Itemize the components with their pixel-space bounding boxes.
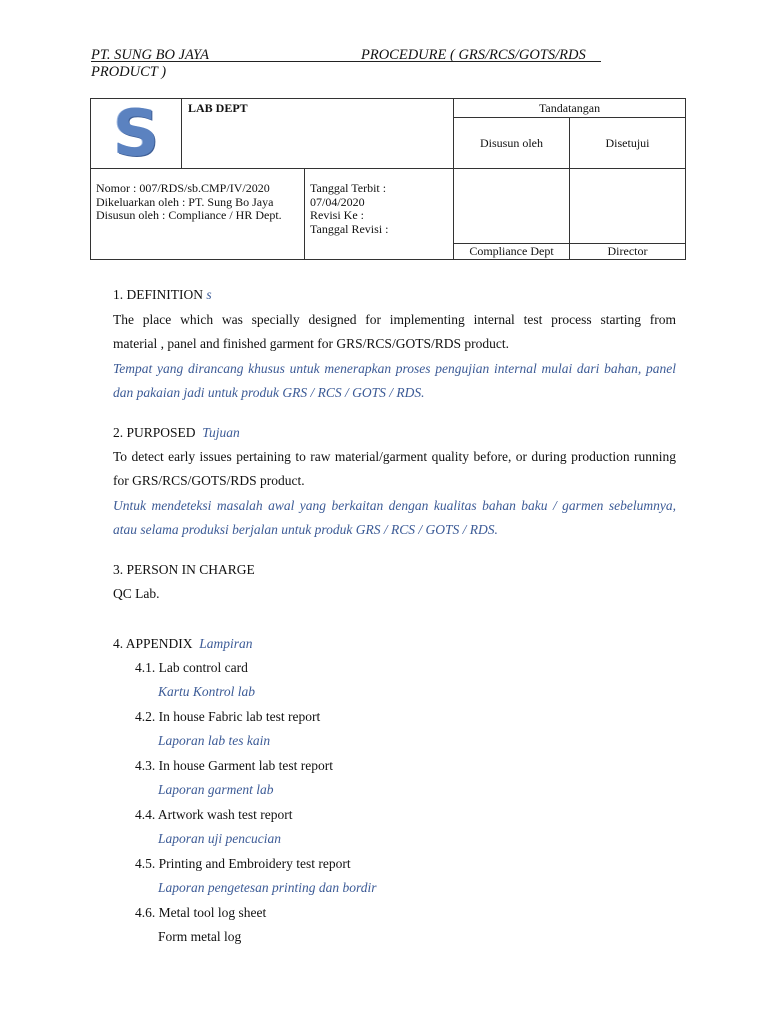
company-logo-icon: S: [112, 96, 160, 171]
appendix-item-label: 4.1. Lab control card: [135, 660, 248, 675]
procedure-title: PROCEDURE ( GRS/RCS/GOTS/RDS: [361, 47, 586, 63]
signature-title: Tandatangan: [454, 99, 686, 118]
purpose-text-line-1: To detect early issues pertaining to raw material/garment quality before, or during production running: [113, 449, 676, 464]
document-info-cell: [91, 169, 305, 260]
issued-by: Dikeluarkan oleh : PT. Sung Bo Jaya: [96, 194, 274, 209]
issue-date-value: 07/04/2020: [310, 194, 365, 209]
approved-by-label: Disetujui: [570, 118, 686, 169]
appendix-item-translation: Laporan lab tes kain: [158, 733, 271, 748]
issue-date-label: Tanggal Terbit :: [310, 181, 387, 195]
appendix-item-translation: Laporan garment lab: [158, 782, 274, 797]
prepared-signature-box: [454, 169, 570, 244]
document-dates-cell: [305, 169, 454, 260]
approved-by-role: Director: [570, 244, 686, 260]
revision-number: Revisi Ke :: [310, 208, 364, 222]
approved-signature-box: [570, 169, 686, 244]
definition-text-line-1: The place which was specially designed for implementing internal test process starting from: [113, 312, 676, 327]
definition-translation-line-1: Tempat yang dirancang khusus untuk menerapkan proses pengujian internal mulai dari bahan, panel: [113, 361, 676, 376]
department-name: LAB DEPT: [182, 99, 454, 169]
section-purpose-heading: 2. PURPOSED Tujuan: [113, 425, 240, 440]
appendix-item-translation: Form metal log: [158, 929, 242, 944]
section-definition-heading: 1. DEFINITION s: [113, 287, 212, 302]
purpose-translation-line-1: Untuk mendeteksi masalah awal yang berkaitan dengan kualitas bahan baku / garmen sebelumnya,: [113, 498, 676, 513]
document-number: Nomor : 007/RDS/sb.CMP/IV/2020: [96, 181, 270, 195]
person-in-charge-text: QC Lab.: [113, 586, 160, 601]
procedure-title-continued: PRODUCT ): [91, 64, 167, 80]
company-name: PT. SUNG BO JAYA: [91, 47, 209, 63]
appendix-item-translation: Kartu Kontrol lab: [158, 684, 256, 699]
revision-date: Tanggal Revisi :: [310, 221, 389, 236]
definition-text-line-2: material , panel and finished garment for GRS/RCS/GOTS/RDS product.: [113, 336, 509, 351]
section-person-heading: 3. PERSON IN CHARGE: [113, 562, 255, 577]
document-control-table: [90, 98, 686, 260]
appendix-item-label: 4.2. In house Fabric lab test report: [135, 709, 321, 724]
purpose-translation-line-2: atau selama produksi berjalan untuk produk GRS / RCS / GOTS / RDS.: [113, 522, 498, 537]
purpose-text-line-2: for GRS/RCS/GOTS/RDS product.: [113, 473, 305, 488]
appendix-item-label: 4.6. Metal tool log sheet: [135, 905, 267, 920]
appendix-item-label: 4.4. Artwork wash test report: [135, 807, 293, 822]
appendix-item-label: 4.3. In house Garment lab test report: [135, 758, 333, 773]
section-appendix-heading: 4. APPENDIX Lampiran: [113, 636, 253, 651]
definition-translation-line-2: dan pakaian jadi untuk produk GRS / RCS / GOTS / RDS.: [113, 385, 425, 400]
prepared-by: Disusun oleh : Compliance / HR Dept.: [96, 208, 282, 222]
prepared-by-dept: Compliance Dept: [454, 244, 570, 260]
appendix-item-translation: Laporan uji pencucian: [158, 831, 281, 846]
appendix-item-translation: Laporan pengetesan printing dan bordir: [158, 880, 377, 895]
prepared-by-label: Disusun oleh: [454, 118, 570, 169]
appendix-item-label: 4.5. Printing and Embroidery test report: [135, 856, 351, 871]
header-underline: [91, 61, 601, 62]
logo-cell: [91, 96, 182, 171]
